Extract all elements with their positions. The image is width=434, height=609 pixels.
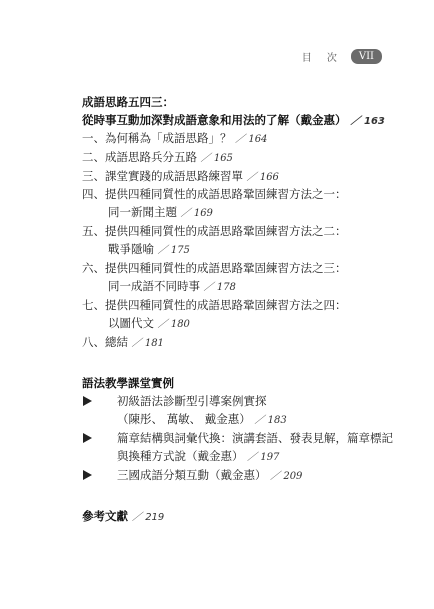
section-subtitle (82, 112, 385, 128)
entry-title: 提供四種同質性的成語思路鞏固練習方法之四： (105, 298, 347, 312)
entry-title-continued: 戰爭隱喻 (108, 242, 154, 256)
triangle-bullet-icon (83, 396, 92, 406)
section-title: 語法教學課堂實例 (82, 376, 174, 390)
triangle-bullet-icon (83, 433, 92, 443)
entry-title: 成語思路兵分五路 (105, 150, 197, 164)
toc-entry[interactable] (82, 223, 347, 239)
entry-number: 八、 (82, 335, 105, 349)
toc-entry[interactable] (117, 467, 302, 483)
toc-entry[interactable] (117, 393, 267, 409)
page-ref: ／ 209 (270, 471, 303, 482)
toc-entry-continuation[interactable] (108, 241, 190, 257)
entry-title: 三國成語分類互動（戴金惠） (117, 468, 267, 482)
triangle-bullet-icon (83, 470, 92, 480)
entry-authors: （陳彤、 萬敏、 戴金惠） (117, 412, 251, 426)
page-ref: ／ 197 (247, 452, 280, 463)
page-ref: ／ 183 (254, 415, 287, 426)
page-ref: ／ 169 (180, 208, 213, 219)
page-ref: ／ 175 (157, 245, 190, 256)
entry-title-continued: 與換種方式說（戴金惠） (117, 449, 244, 463)
page-ref: ／ 181 (131, 338, 164, 349)
entry-title: 篇章結構與詞彙代換：演講套語、發表見解，篇章標記 (117, 431, 393, 445)
toc-entry[interactable] (82, 168, 279, 184)
toc-entry-continuation[interactable] (108, 278, 236, 294)
section-title: 成語思路五四三： (82, 95, 174, 109)
toc-entry[interactable] (82, 297, 347, 313)
toc-entry-continuation[interactable] (117, 411, 287, 427)
page-ref: ／ 178 (203, 282, 236, 293)
header-title: 目 次 (301, 53, 343, 64)
page-ref: ／ 180 (157, 319, 190, 330)
toc-entry[interactable] (82, 149, 233, 165)
entry-title: 課堂實踐的成語思路練習單 (105, 169, 243, 183)
entry-number: 二、 (82, 150, 105, 164)
entry-title-continued: 同一新聞主題 (108, 205, 177, 219)
entry-title-continued: 以圖代文 (108, 316, 154, 330)
entry-number: 三、 (82, 169, 105, 183)
toc-entry[interactable] (82, 186, 347, 202)
page-number-badge: VII (351, 49, 382, 64)
entry-number: 四、 (82, 187, 105, 201)
toc-entry-continuation[interactable] (108, 315, 190, 331)
entry-number: 六、 (82, 261, 105, 275)
entry-title: 初級語法診斷型引導案例實探 (117, 394, 267, 408)
toc-entry[interactable] (82, 334, 164, 350)
toc-entry[interactable] (82, 260, 347, 276)
page-ref: ／ 166 (246, 172, 279, 183)
section-title-text: 參考文獻 (82, 509, 128, 523)
running-header (302, 49, 382, 64)
toc-entry-continuation[interactable] (117, 448, 279, 464)
toc-entry[interactable] (117, 430, 393, 446)
page-ref: ／ 163 (350, 116, 385, 127)
entry-number: 五、 (82, 224, 105, 238)
entry-title: 提供四種同質性的成語思路鞏固練習方法之二： (105, 224, 347, 238)
entry-title: 總結 (105, 335, 128, 349)
page-ref: ／ 165 (200, 153, 233, 164)
page-ref: ／ 164 (235, 134, 268, 145)
toc-entry[interactable] (82, 130, 267, 146)
toc-entry-continuation[interactable] (108, 204, 213, 220)
entry-number: 一、 (82, 131, 105, 145)
entry-number: 七、 (82, 298, 105, 312)
page-ref: ／ 219 (132, 512, 165, 523)
entry-title: 提供四種同質性的成語思路鞏固練習方法之一： (105, 187, 347, 201)
references-title[interactable] (82, 508, 164, 524)
entry-title-continued: 同一成語不同時事 (108, 279, 200, 293)
section-subtitle-text: 從時事互動加深對成語意象和用法的了解（戴金惠） (82, 113, 347, 127)
entry-title: 提供四種同質性的成語思路鞏固練習方法之三： (105, 261, 347, 275)
entry-title: 為何稱為「成語思路」？ (105, 131, 232, 145)
